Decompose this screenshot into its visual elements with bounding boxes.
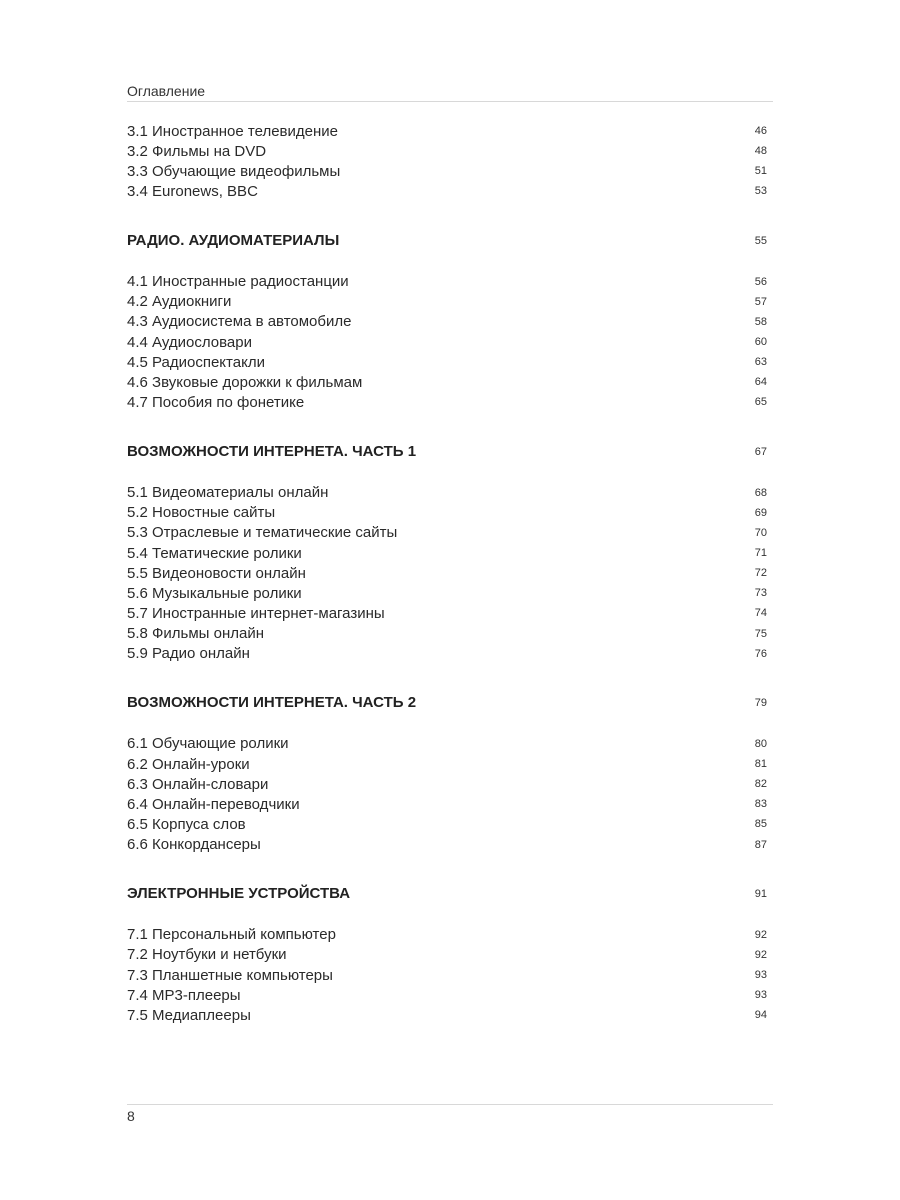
toc-section <box>127 231 767 413</box>
toc-entry[interactable] <box>127 644 767 664</box>
toc-entry-label: 5.6 Музыкальные ролики <box>127 584 302 602</box>
chapter-page: 91 <box>754 887 767 900</box>
toc-entry[interactable] <box>127 332 767 352</box>
toc-entry[interactable] <box>127 523 767 543</box>
toc-entry[interactable] <box>127 563 767 583</box>
toc-entry-label: 5.8 Фильмы онлайн <box>127 625 265 643</box>
toc-entry-label: 4.5 Радиоспектакли <box>127 353 265 371</box>
footer-page-number: 8 <box>127 1108 135 1124</box>
toc-entry-page: 70 <box>754 526 767 539</box>
toc-chapter-heading[interactable] <box>127 884 767 904</box>
toc-entry[interactable] <box>127 945 767 965</box>
toc-entry[interactable] <box>127 181 767 201</box>
toc-entry-label: 7.5 Медиаплееры <box>127 1006 251 1024</box>
toc-entry[interactable] <box>127 794 767 814</box>
toc-entry-page: 93 <box>754 969 767 981</box>
toc-chapter-heading[interactable] <box>127 442 767 462</box>
toc-entry[interactable] <box>127 161 767 181</box>
chapter-title: РАДИО. АУДИОМАТЕРИАЛЫ <box>127 232 340 250</box>
toc-section <box>127 442 767 664</box>
toc-entry-page: 83 <box>754 798 767 811</box>
toc-entry-label: 4.4 Аудиословари <box>127 333 252 351</box>
toc-entry[interactable] <box>127 272 767 292</box>
toc-entry-label: 5.9 Радио онлайн <box>127 645 250 663</box>
toc-entry-label: 6.4 Онлайн-переводчики <box>127 795 300 813</box>
chapter-page: 67 <box>754 445 767 458</box>
toc-entry-page: 56 <box>754 275 767 288</box>
toc-entry-label: 7.1 Персональный компьютер <box>127 926 336 944</box>
toc-entry-label: 3.4 Euronews, BBC <box>127 182 258 200</box>
toc-entry[interactable] <box>127 754 767 774</box>
toc-entry[interactable] <box>127 835 767 855</box>
toc-entry[interactable] <box>127 352 767 372</box>
toc-section <box>127 884 767 1026</box>
toc-entry[interactable] <box>127 985 767 1005</box>
toc-entry-page: 64 <box>754 376 767 389</box>
toc-entry-page: 57 <box>754 295 767 308</box>
toc-entry[interactable] <box>127 483 767 503</box>
toc-entry-label: 5.3 Отраслевые и тематические сайты <box>127 524 398 542</box>
toc-entry-page: 58 <box>754 315 767 328</box>
table-of-contents <box>127 121 767 1025</box>
toc-entry[interactable] <box>127 372 767 392</box>
toc-entry-page: 92 <box>754 948 767 961</box>
toc-entry-label: 3.3 Обучающие видеофильмы <box>127 162 341 180</box>
toc-entry-page: 63 <box>754 356 767 369</box>
toc-entry[interactable] <box>127 583 767 603</box>
chapter-page: 55 <box>754 234 767 247</box>
toc-entry[interactable] <box>127 121 767 141</box>
toc-entry-page: 94 <box>754 1009 767 1022</box>
toc-entry[interactable] <box>127 603 767 623</box>
toc-entry-label: 5.5 Видеоновости онлайн <box>127 564 306 582</box>
header-divider <box>127 101 773 102</box>
footer-divider <box>127 1104 773 1105</box>
toc-entry-label: 3.1 Иностранное телевидение <box>127 122 338 140</box>
toc-entry-label: 7.4 MP3-плееры <box>127 986 241 1004</box>
toc-entry[interactable] <box>127 292 767 312</box>
toc-chapter-heading[interactable] <box>127 231 767 251</box>
toc-entry-label: 4.6 Звуковые дорожки к фильмам <box>127 373 363 391</box>
toc-entry-page: 53 <box>754 185 767 198</box>
chapter-title: ЭЛЕКТРОННЫЕ УСТРОЙСТВА <box>127 885 351 903</box>
toc-entry-page: 48 <box>754 145 767 158</box>
toc-entry-label: 6.3 Онлайн-словари <box>127 775 269 793</box>
toc-entry-page: 81 <box>754 758 767 771</box>
toc-entry-label: 6.5 Корпуса слов <box>127 815 246 833</box>
toc-entry[interactable] <box>127 965 767 985</box>
toc-entry-page: 87 <box>754 838 767 851</box>
toc-entry-page: 80 <box>754 737 767 750</box>
toc-entry-page: 72 <box>754 567 767 580</box>
chapter-title: ВОЗМОЖНОСТИ ИНТЕРНЕТА. ЧАСТЬ 1 <box>127 443 417 461</box>
toc-entry-page: 85 <box>754 818 767 831</box>
chapter-title: ВОЗМОЖНОСТИ ИНТЕРНЕТА. ЧАСТЬ 2 <box>127 694 417 712</box>
toc-entry-label: 4.2 Аудиокниги <box>127 293 232 311</box>
toc-entry-label: 4.1 Иностранные радиостанции <box>127 273 349 291</box>
toc-section <box>127 693 767 855</box>
toc-entry-page: 82 <box>754 778 767 791</box>
toc-entry-page: 73 <box>754 587 767 600</box>
toc-entry[interactable] <box>127 141 767 161</box>
toc-chapter-heading[interactable] <box>127 693 767 713</box>
toc-entry[interactable] <box>127 503 767 523</box>
toc-entry-page: 71 <box>754 547 767 560</box>
toc-entry-label: 7.3 Планшетные компьютеры <box>127 966 333 984</box>
toc-entry[interactable] <box>127 312 767 332</box>
toc-entry[interactable] <box>127 925 767 945</box>
toc-entry-label: 5.1 Видеоматериалы онлайн <box>127 484 329 502</box>
toc-entry-page: 51 <box>754 165 767 178</box>
chapter-page: 79 <box>754 696 767 709</box>
toc-entry-page: 65 <box>754 396 767 409</box>
toc-entry-page: 93 <box>754 989 767 1002</box>
toc-entry-label: 6.1 Обучающие ролики <box>127 735 289 753</box>
toc-entry[interactable] <box>127 774 767 794</box>
toc-entry-page: 60 <box>754 336 767 349</box>
toc-entry-label: 7.2 Ноутбуки и нетбуки <box>127 946 287 964</box>
toc-entry-page: 74 <box>754 607 767 620</box>
toc-entry[interactable] <box>127 392 767 412</box>
toc-entry-page: 46 <box>754 125 767 138</box>
toc-entry-label: 3.2 Фильмы на DVD <box>127 142 267 160</box>
toc-entry-label: 6.2 Онлайн-уроки <box>127 755 250 773</box>
toc-entry-page: 69 <box>754 506 767 519</box>
toc-section <box>127 121 767 202</box>
toc-entry-label: 5.4 Тематические ролики <box>127 544 302 562</box>
toc-entry-label: 4.7 Пособия по фонетике <box>127 393 305 411</box>
toc-entry-label: 5.2 Новостные сайты <box>127 504 276 522</box>
toc-entry[interactable] <box>127 814 767 834</box>
page-header-title: Оглавление <box>127 83 206 99</box>
toc-entry-page: 92 <box>754 928 767 941</box>
toc-entry-label: 6.6 Конкордансеры <box>127 836 261 854</box>
toc-entry[interactable] <box>127 734 767 754</box>
toc-entry-label: 5.7 Иностранные интернет-магазины <box>127 604 385 622</box>
toc-entry-page: 68 <box>754 486 767 499</box>
toc-entry[interactable] <box>127 624 767 644</box>
toc-entry-label: 4.3 Аудиосистема в автомобиле <box>127 313 352 331</box>
toc-entry[interactable] <box>127 543 767 563</box>
toc-entry[interactable] <box>127 1005 767 1025</box>
toc-entry-page: 75 <box>754 627 767 640</box>
toc-entry-page: 76 <box>754 647 767 660</box>
